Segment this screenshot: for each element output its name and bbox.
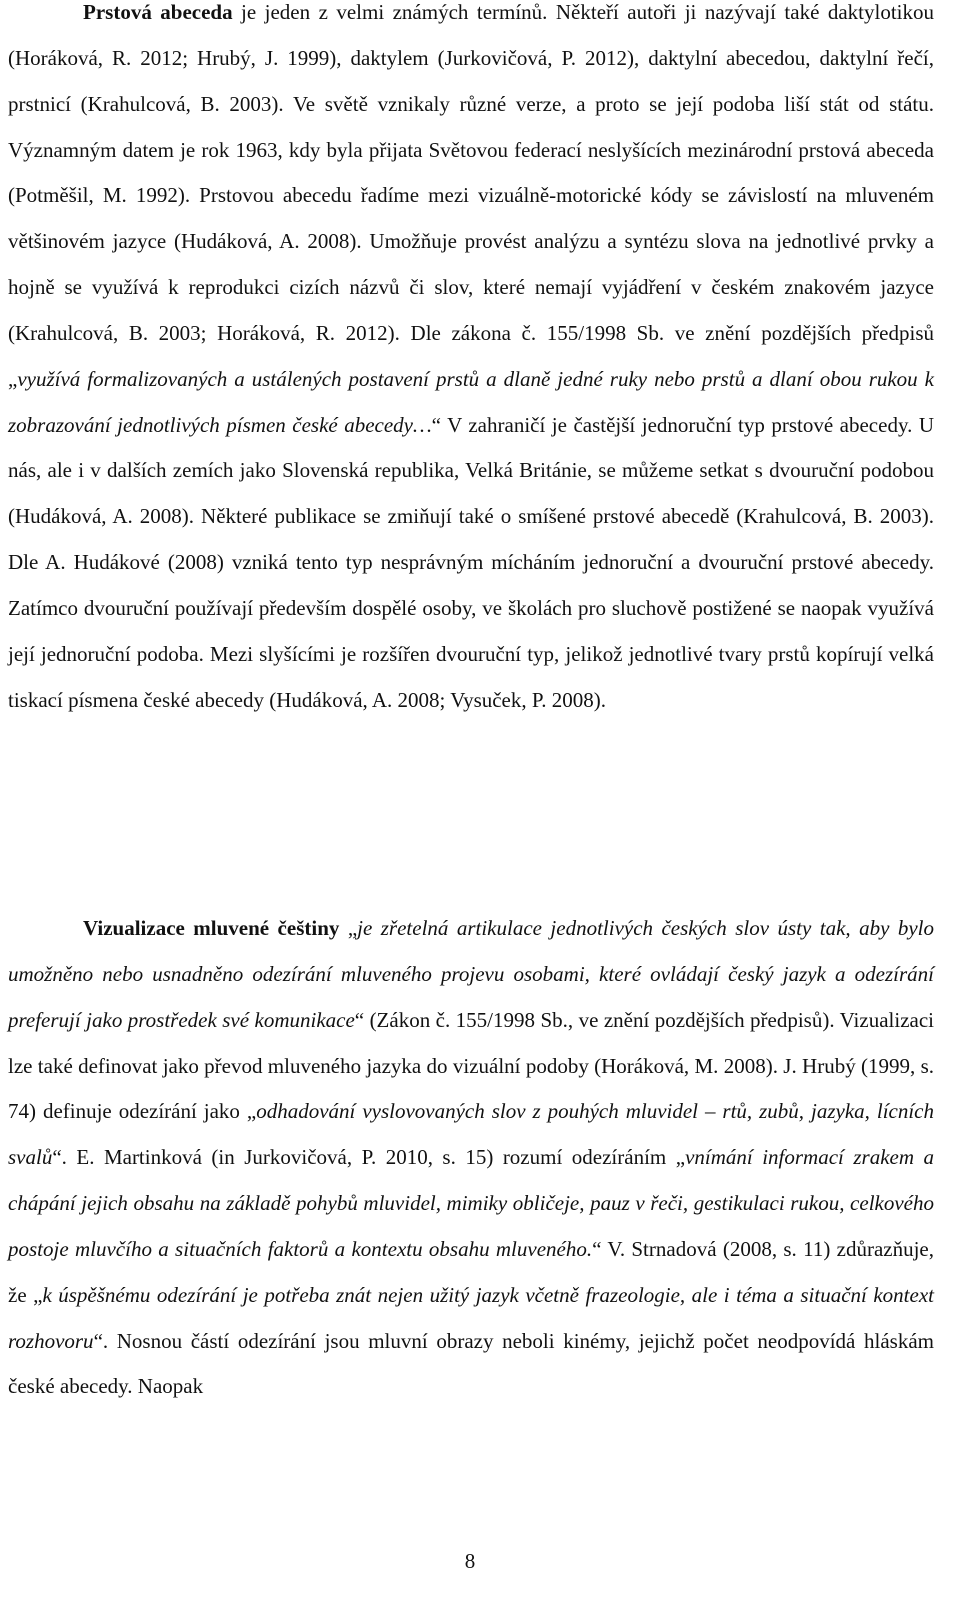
paragraph-text: “ V zahraničí je častější jednoruční typ prstové abecedy. U nás, ale i v dalších zemích jako Slovenská republika, Velká Británie, se můžeme setkat s dvouruční podobou (Hudáková, A. 2008). Některé publikace se zmiňují také o smíšené prstové abecedě (Krahulcová, B. 2003). Dle A. Hudákové (2008) vzniká tento typ nesprávným mícháním jednoruční a dvouruční prstové abecedy. Zatímco dvouruční používají především dospělé osoby, ve školách pro sluchově postižené se naopak využívá její jednoruční podoba. Mezi slyšícími je rozšířen dvouruční typ, jelikož jednotlivé tvary prstů kopírují velká tiskací písmena české abecedy (Hudáková, A. 2008; Vysuček, P. 2008). (8, 412, 934, 712)
term-visualization: Vizualizace mluvené češtiny (83, 916, 340, 940)
quote-law-definition: je zřetelná artikulace jednotlivých českých slov ústy tak, aby bylo umožněno nebo usnadněno odezírání mluveného projevu osobami, které ovládají český jazyk a odezírání preferují jako prostředek své komunikace (8, 916, 934, 1032)
paragraph-visualization (8, 906, 934, 1410)
quote-strnadova: k úspěšnému odezírání je potřeba znát nejen užitý jazyk včetně frazeologie, ale i téma a situační kontext rozhovoru (8, 1282, 934, 1353)
quote-martinkova: vnímání informací zrakem a chápání jejich obsahu na základě pohybů mluvidel, mimiky obličeje, pauz v řeči, gestikulaci rukou, celkového postoje mluvčího a situačních faktorů a kontextu obsahu mluveného. (8, 1145, 934, 1261)
quote-law: využívá formalizovaných a ustálených postavení prstů a dlaně jedné ruky nebo prstů a dlaní obou rukou k zobrazování jednotlivých písmen české abecedy… (8, 366, 934, 437)
paragraph-text: „ (339, 916, 358, 940)
paragraph-text: “ (Zákon č. 155/1998 Sb., ve znění pozdějších předpisů). Vizualizaci lze také definovat jako převod mluveného jazyka do vizuální podoby (Horáková, M. 2008). J. Hrubý (1999, s. 74) definuje odezírání jako „ (8, 1007, 934, 1124)
page-number: 8 (464, 1549, 476, 1573)
paragraph-fingerspelling (8, 0, 934, 724)
quote-hruby: odhadování vyslovovaných slov z pouhých mluvidel – rtů, zubů, jazyka, lícních svalů (8, 1099, 935, 1170)
paragraph-text: “. E. Martinková (in Jurkovičová, P. 2010, s. 15) rozumí odezíráním „ (52, 1145, 686, 1170)
paragraph-text: “ V. Strnadová (2008, s. 11) zdůrazňuje, že „ (8, 1236, 934, 1307)
paragraph-text: “. Nosnou částí odezírání jsou mluvní obrazy neboli kinémy, jejichž počet neodpovídá hláskám české abecedy. Naopak (8, 1328, 934, 1399)
paragraph-text: je jeden z velmi známých termínů. Někteří autoři ji nazývají také daktylotikou (Horáková, R. 2012; Hrubý, J. 1999), daktylem (Jurkovičová, P. 2012), daktylní abecedou, daktylní řečí, prstnicí (Krahulcová, B. 2003). Ve světě vznikaly různé verze, a proto se její podoba liší stát od státu. Významným datem je rok 1963, kdy byla přijata Světovou federací neslyšících mezinárodní prstová abeceda (Potměšil, M. 1992). Prstovou abecedu řadíme mezi vizuálně-motorické kódy se závislostí na mluveném většinovém jazyce (Hudáková, A. 2008). Umožňuje provést analýzu a syntézu slova na jednotlivé prvky a hojně se využívá k reprodukci cizích názvů či slov, které nemají vyjádření v českém znakovém jazyce (Krahulcová, B. 2003; Horáková, R. 2012). Dle zákona č. 155/1998 Sb. ve znění pozdějších předpisů „ (8, 0, 935, 391)
term-fingerspelling: Prstová abeceda (83, 0, 233, 24)
